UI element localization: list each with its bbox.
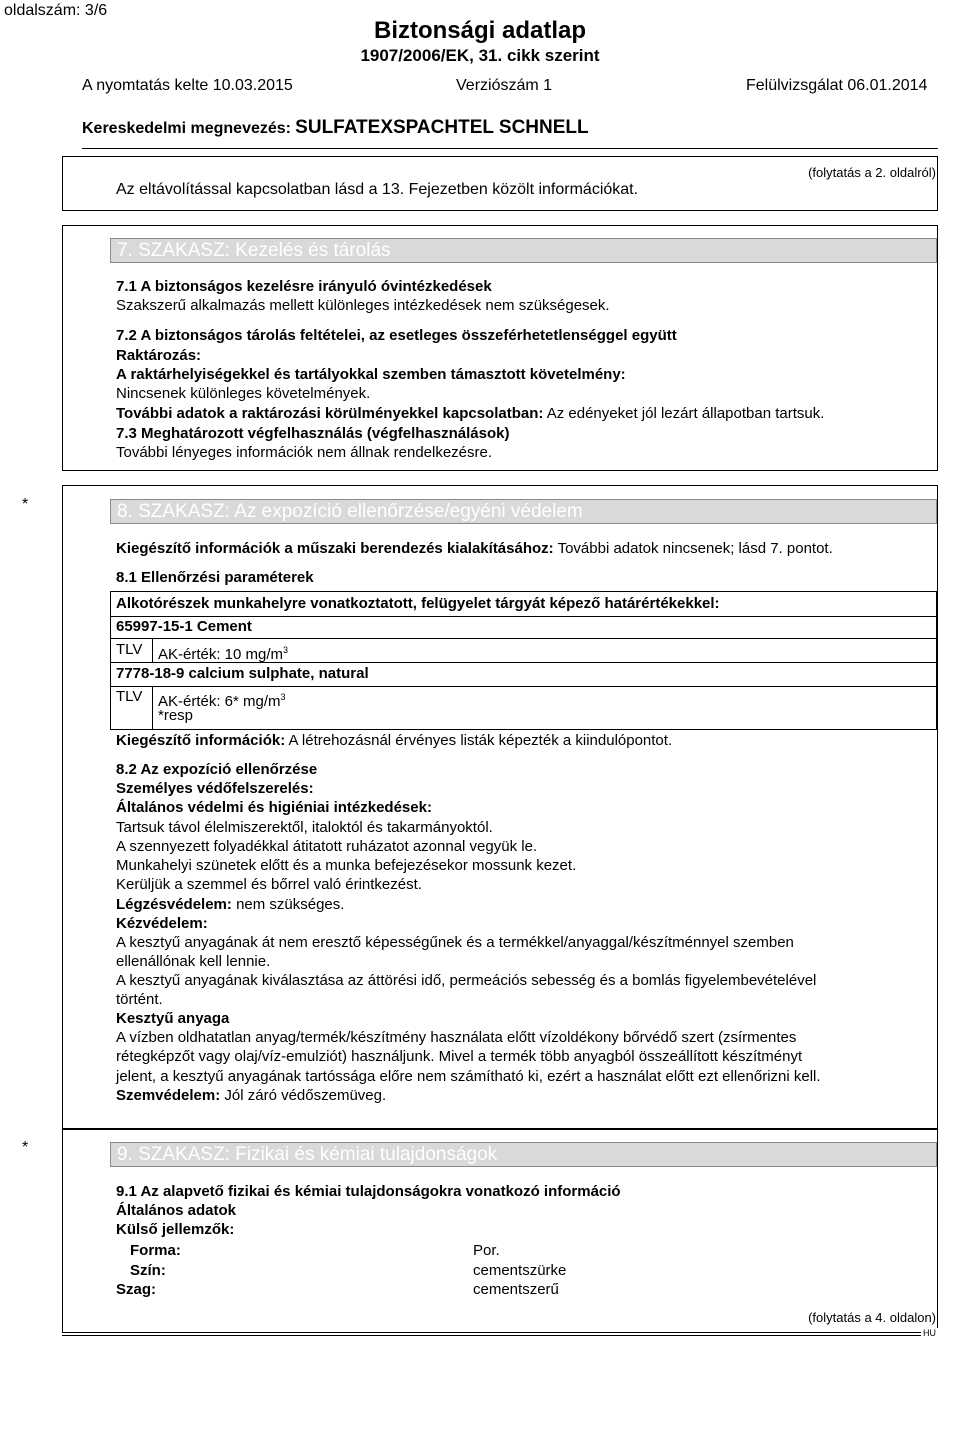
section-9-1-title: 9.1 Az alapvető fizikai és kémiai tulajdonságokra vonatkozó információ (116, 1183, 621, 1200)
trade-name-label: Kereskedelmi megnevezés: (82, 120, 291, 137)
tag-separator (152, 686, 153, 730)
hygiene-measures-label: Általános védelmi és higiéniai intézkedések: (116, 799, 432, 816)
storage-requirements-label: A raktárhelyiségekkel és tartályokkal szemben támasztott követelmény: (116, 366, 626, 383)
glove-material-line: rétegképzőt vagy olaj/víz-emulziót) használjunk. Mivel a termék több anyagból összeállított készítményt (116, 1048, 803, 1065)
regulation-reference: 1907/2006/EK, 31. cikk szerint (360, 46, 600, 65)
substance-2-limit-note: *resp (158, 707, 194, 724)
technical-info-label: Kiegészítő információk a műszaki berendezés kialakításához: (116, 540, 554, 557)
eye-protection-text: Jól záró védőszemüveg. (224, 1087, 387, 1104)
hand-protection-line: A kesztyű anyagának át nem eresztő képességűnek és a termékkel/anyaggal/készítménnyel szemben (116, 934, 794, 951)
change-marker-section-9: * (22, 1139, 29, 1156)
footer-rule (62, 1335, 938, 1336)
storage-further-text: Az edényeket jól lezárt állapotban tartsuk. (546, 405, 825, 422)
header-rule (82, 148, 938, 149)
page-number: oldalszám: 3/6 (4, 2, 108, 19)
substance-2-limit-unit-exponent: 3 (280, 692, 286, 702)
substance-1-limit-value: AK-érték: 10 mg/m (158, 646, 284, 663)
limit-values-info-text: A létrehozásnál érvényes listák képezték a kiindulópontot. (288, 732, 673, 749)
continued-to-note: (folytatás a 4. oldalon) (808, 1310, 936, 1325)
substance-2-name: 7778-18-9 calcium sulphate, natural (116, 665, 369, 682)
section-9-heading: 9. SZAKASZ: Fizikai és kémiai tulajdonságok (110, 1142, 937, 1167)
substance-1-limit-unit-exponent: 3 (283, 645, 289, 655)
hygiene-line: A szennyezett folyadékkal átitatott ruházatot azonnal vegyük le. (116, 838, 538, 855)
document-title: Biztonsági adatlap (373, 17, 587, 44)
property-label-colour: Szín: (130, 1262, 166, 1279)
respiratory-protection-text: nem szükséges. (236, 896, 345, 913)
language-code: HU (923, 1328, 936, 1338)
limit-values-table-header: Alkotórészek munkahelyre vonatkoztatott, felügyelet tárgyát képező határértékekkel: (116, 595, 720, 612)
property-value-colour: cementszürke (473, 1262, 567, 1279)
tag-separator (152, 638, 153, 662)
print-date: A nyomtatás kelte 10.03.2015 (82, 77, 293, 94)
respiratory-protection-label: Légzésvédelem: (116, 896, 232, 913)
table-divider (110, 686, 937, 687)
glove-material-line: jelent, a kesztyű anyagának tartóssága előre nem számítható ki, ezért a használat előtt ezt ellenőrizni kell. (116, 1068, 821, 1085)
section-8-1-title: 8.1 Ellenőrzési paraméterek (116, 569, 314, 586)
storage-requirements-text: Nincsenek különleges követelmények. (116, 385, 371, 402)
hygiene-line: Tartsuk távol élelmiszerektől, italoktól és takarmányoktól. (116, 819, 493, 836)
glove-material-label: Kesztyű anyaga (116, 1010, 230, 1027)
storage-further-label: További adatok a raktározási körülményekkel kapcsolatban: (116, 405, 544, 422)
technical-info (116, 540, 833, 558)
revision-date: Felülvizsgálat 06.01.2014 (746, 77, 928, 94)
hand-protection-line: ellenállónak kell lennie. (116, 953, 271, 970)
section-8-heading: 8. SZAKASZ: Az expozíció ellenőrzése/egyéni védelem (110, 499, 937, 524)
property-value-odour: cementszerű (473, 1281, 559, 1298)
ppe-label: Személyes védőfelszerelés: (116, 780, 314, 797)
table-divider (110, 662, 937, 663)
section-7-3-text: További lényeges információk nem állnak rendelkezésre. (116, 444, 493, 461)
eye-protection (116, 1087, 386, 1105)
technical-info-text: További adatok nincsenek; lásd 7. pontot. (557, 540, 833, 557)
section-7-1-title: 7.1 A biztonságos kezelésre irányuló óvintézkedések (116, 278, 492, 295)
storage-label: Raktározás: (116, 347, 202, 364)
hand-protection-label: Kézvédelem: (116, 915, 208, 932)
limit-values-info-label: Kiegészítő információk: (116, 732, 286, 749)
property-label-odour: Szag: (116, 1281, 157, 1298)
substance-1-limit (158, 641, 288, 664)
section-8-2-title: 8.2 Az expozíció ellenőrzése (116, 761, 318, 778)
trade-name-value: SULFATEXSPACHTEL SCHNELL (295, 117, 589, 138)
hygiene-line: Munkahelyi szünetek előtt és a munka befejezésekor mossunk kezet. (116, 857, 577, 874)
substance-1-name: 65997-15-1 Cement (116, 618, 252, 635)
table-divider (110, 616, 937, 617)
continued-from-note: (folytatás a 2. oldalról) (808, 165, 936, 180)
hygiene-line: Kerüljük a szemmel és bőrrel való érintkezést. (116, 876, 422, 893)
version-number: Verziószám 1 (456, 77, 553, 94)
table-divider (110, 638, 937, 639)
respiratory-protection (116, 896, 344, 914)
limit-values-info (116, 732, 672, 750)
section-7-3-title: 7.3 Meghatározott végfelhasználás (végfelhasználások) (116, 425, 510, 442)
substance-2-limit-value: AK-érték: 6* mg/m (158, 693, 281, 710)
eye-protection-label: Szemvédelem: (116, 1087, 221, 1104)
storage-further-info (116, 405, 824, 423)
appearance-label: Külső jellemzők: (116, 1221, 235, 1238)
property-value-form: Por. (473, 1242, 500, 1259)
hand-protection-line: történt. (116, 991, 163, 1008)
section-7-2-title: 7.2 A biztonságos tárolás feltételei, az esetleges összeférhetetlenséggel együtt (116, 327, 677, 344)
property-label-form: Forma: (130, 1242, 181, 1259)
substance-2-tag: TLV (116, 688, 143, 705)
disposal-reference-text: Az eltávolítással kapcsolatban lásd a 13. Fejezetben közölt információkat. (116, 181, 639, 198)
hand-protection-line: A kesztyű anyagának kiválasztása az áttörési idő, permeációs sebesség és a bomlás figyelembevételével (116, 972, 817, 989)
general-data-label: Általános adatok (116, 1202, 237, 1219)
glove-material-line: A vízben oldhatatlan anyag/termék/készítmény használata előtt vízoldékony bőrvédő szert (zsírmentes (116, 1029, 797, 1046)
section-7-1-text: Szakszerű alkalmazás mellett különleges intézkedések nem szükségesek. (116, 297, 610, 314)
change-marker-section-8: * (22, 496, 29, 513)
substance-1-tag: TLV (116, 641, 143, 658)
section-7-heading: 7. SZAKASZ: Kezelés és tárolás (110, 238, 937, 263)
trade-name (82, 117, 589, 139)
